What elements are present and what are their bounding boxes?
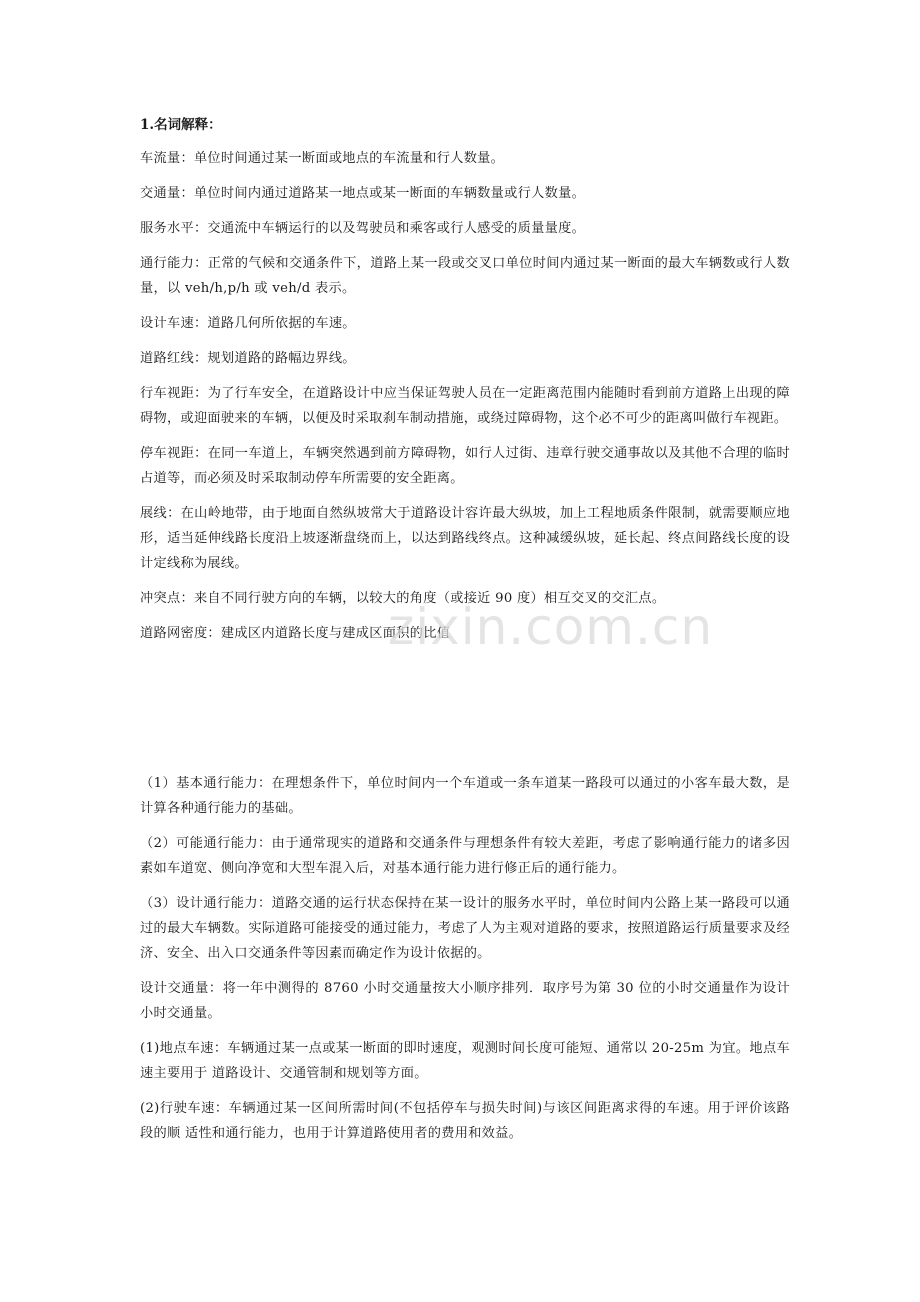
definition-paragraph: 冲突点：来自不同行驶方向的车辆，以较大的角度（或接近 90 度）相互交叉的交汇点。 bbox=[140, 591, 666, 606]
capacity-section bbox=[140, 771, 790, 1156]
definition-paragraph: 设计车速：道路几何所依据的车速。 bbox=[140, 316, 356, 331]
definitions-section bbox=[140, 146, 790, 656]
watermark: zixin.com.cn bbox=[388, 598, 714, 656]
definition-paragraph: 道路网密度：建成区内道路长度与建成区面积的比值 bbox=[140, 626, 451, 641]
capacity-paragraph: (1)地点车速：车辆通过某一点或某一断面的即时速度，观测时间长度可能短、通常以 20-25m 为宜。地点车速主要用于 道路设计、交通管制和规划等方面。 bbox=[140, 1041, 790, 1081]
definition-paragraph: 服务水平：交通流中车辆运行的以及驾驶员和乘客或行人感受的质量量度。 bbox=[140, 221, 586, 236]
capacity-paragraph: (2)行驶车速：车辆通过某一区间所需时间(不包括停车与损失时间)与该区间距离求得的车速。用于评价该路段的顺 适性和通行能力，也用于计算道路使用者的费用和效益。 bbox=[140, 1101, 790, 1141]
capacity-paragraph: 设计交通量：将一年中测得的 8760 小时交通量按大小顺序排列．取序号为第 30 位的小时交通量作为设计小时交通量。 bbox=[140, 981, 790, 1021]
definition-paragraph: 行车视距：为了行车安全，在道路设计中应当保证驾驶人员在一定距离范围内能随时看到前方道路上出现的障碍物，或迎面驶来的车辆，以便及时采取刹车制动措施，或绕过障碍物，这个必不可少的距离叫做行车视距。 bbox=[140, 386, 790, 426]
capacity-paragraph: （2）可能通行能力：由于通常现实的道路和交通条件与理想条件有较大差距，考虑了影响通行能力的诸多因素如车道宽、侧向净宽和大型车混入后，对基本通行能力进行修正后的通行能力。 bbox=[140, 836, 790, 876]
definition-paragraph: 通行能力：正常的气候和交通条件下，道路上某一段或交叉口单位时间内通过某一断面的最大车辆数或行人数量，以 veh/h,p/h 或 veh/d 表示。 bbox=[140, 256, 790, 296]
capacity-paragraph: （1）基本通行能力：在理想条件下，单位时间内一个车道或一条车道某一路段可以通过的小客车最大数，是计算各种通行能力的基础。 bbox=[140, 776, 790, 816]
capacity-paragraph: （3）设计通行能力：道路交通的运行状态保持在某一设计的服务水平时，单位时间内公路上某一路段可以通过的最大车辆数。实际道路可能接受的通过能力，考虑了人为主观对道路的要求，按照道路运行质量要求及经济、安全、出入口交通条件等因素而确定作为设计依据的。 bbox=[140, 896, 790, 961]
definition-paragraph: 车流量：单位时间通过某一断面或地点的车流量和行人数量。 bbox=[140, 151, 505, 166]
definition-paragraph: 展线：在山岭地带，由于地面自然纵坡常大于道路设计容许最大纵坡，加上工程地质条件限制，就需要顺应地形，适当延伸线路长度沿上坡逐渐盘绕而上，以达到路线终点。这种减缓纵坡，延长起、终点间路线长度的设计定线称为展线。 bbox=[140, 506, 790, 571]
definition-paragraph: 停车视距：在同一车道上，车辆突然遇到前方障碍物，如行人过街、违章行驶交通事故以及其他不合理的临时占道等，而必须及时采取制动停车所需要的安全距离。 bbox=[140, 446, 790, 486]
definition-paragraph: 道路红线：规划道路的路幅边界线。 bbox=[140, 351, 356, 366]
section-heading: 1.名词解释： bbox=[140, 117, 222, 133]
definition-paragraph: 交通量：单位时间内通过道路某一地点或某一断面的车辆数量或行人数量。 bbox=[140, 186, 586, 201]
